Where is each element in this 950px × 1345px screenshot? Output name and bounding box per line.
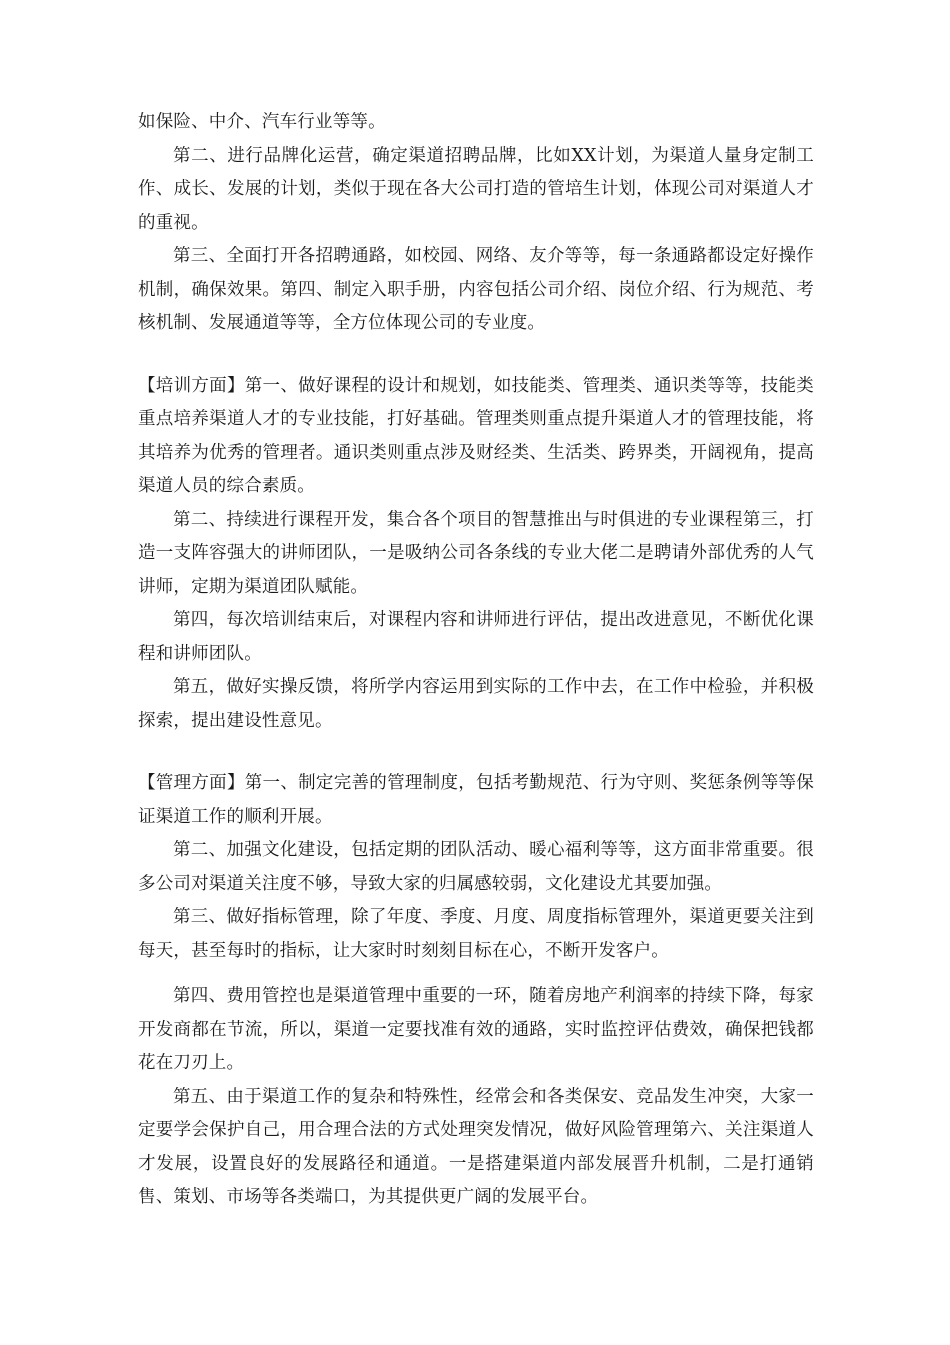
paragraph-recruit-brand: 第二、进行品牌化运营，确定渠道招聘品牌，比如XX计划，为渠道人量身定制工作、成长、发展的计划，类似于现在各大公司打造的管培生计划，体现公司对渠道人才的重视。: [138, 145, 814, 233]
paragraph-management-intro: 【管理方面】第一、制定完善的管理制度，包括考勤规范、行为守则、奖惩条例等等保证渠道工作的顺利开展。: [138, 773, 814, 827]
paragraph-training-evaluation: 第四，每次培训结束后，对课程内容和讲师进行评估，提出改进意见，不断优化课程和讲师团队。: [138, 610, 814, 664]
paragraph-management-culture: 第二、加强文化建设，包括定期的团队活动、暖心福利等等，这方面非常重要。很多公司对渠道关注度不够，导致大家的归属感较弱，文化建设尤其要加强。: [138, 840, 814, 894]
paragraph-management-costs: 第四、费用管控也是渠道管理中重要的一环，随着房地产利润率的持续下降，每家开发商都在节流，所以，渠道一定要找准有效的通路，实时监控评估费效，确保把钱都花在刀刃上。: [138, 986, 814, 1073]
paragraph-training-intro: 【培训方面】第一、做好课程的设计和规划，如技能类、管理类、通识类等等，技能类重点培养渠道人才的专业技能，打好基础。管理类则重点提升渠道人才的管理技能，将其培养为优秀的管理者。通识类则重点涉及财经类、生活类、跨界类，开阔视角，提高渠道人员的综合素质。: [138, 375, 814, 496]
paragraph-management-risk: 第五、由于渠道工作的复杂和特殊性，经常会和各类保安、竞品发生冲突，大家一定要学会保护自己，用合理合法的方式处理突发情况，做好风险管理第六、关注渠道人才发展，设置良好的发展路径和通道。一是搭建渠道内部发展晋升机制，二是打通销售、策划、市场等各类端口，为其提供更广阔的发展平台。: [138, 1086, 814, 1207]
paragraph-management-targets: 第三、做好指标管理，除了年度、季度、月度、周度指标管理外，渠道更要关注到每天，甚至每时的指标，让大家时时刻刻目标在心，不断开发客户。: [138, 907, 814, 961]
paragraph-training-courses: 第二、持续进行课程开发，集合各个项目的智慧推出与时俱进的专业课程第三，打造一支阵容强大的讲师团队，一是吸纳公司各条线的专业大佬二是聘请外部优秀的人气讲师，定期为渠道团队赋能。: [138, 509, 814, 597]
paragraph-continuation: 如保险、中介、汽车行业等等。: [138, 112, 386, 132]
document-body: [138, 106, 814, 1215]
paragraph-recruit-channels: 第三、全面打开各招聘通路，如校园、网络、友介等等，每一条通路都设定好操作机制，确保效果。第四、制定入职手册，内容包括公司介绍、岗位介绍、行为规范、考核机制、发展通道等等，全方位体现公司的专业度。: [138, 246, 814, 333]
paragraph-training-feedback: 第五，做好实操反馈，将所学内容运用到实际的工作中去，在工作中检验，并积极探索，提出建设性意见。: [138, 677, 814, 731]
